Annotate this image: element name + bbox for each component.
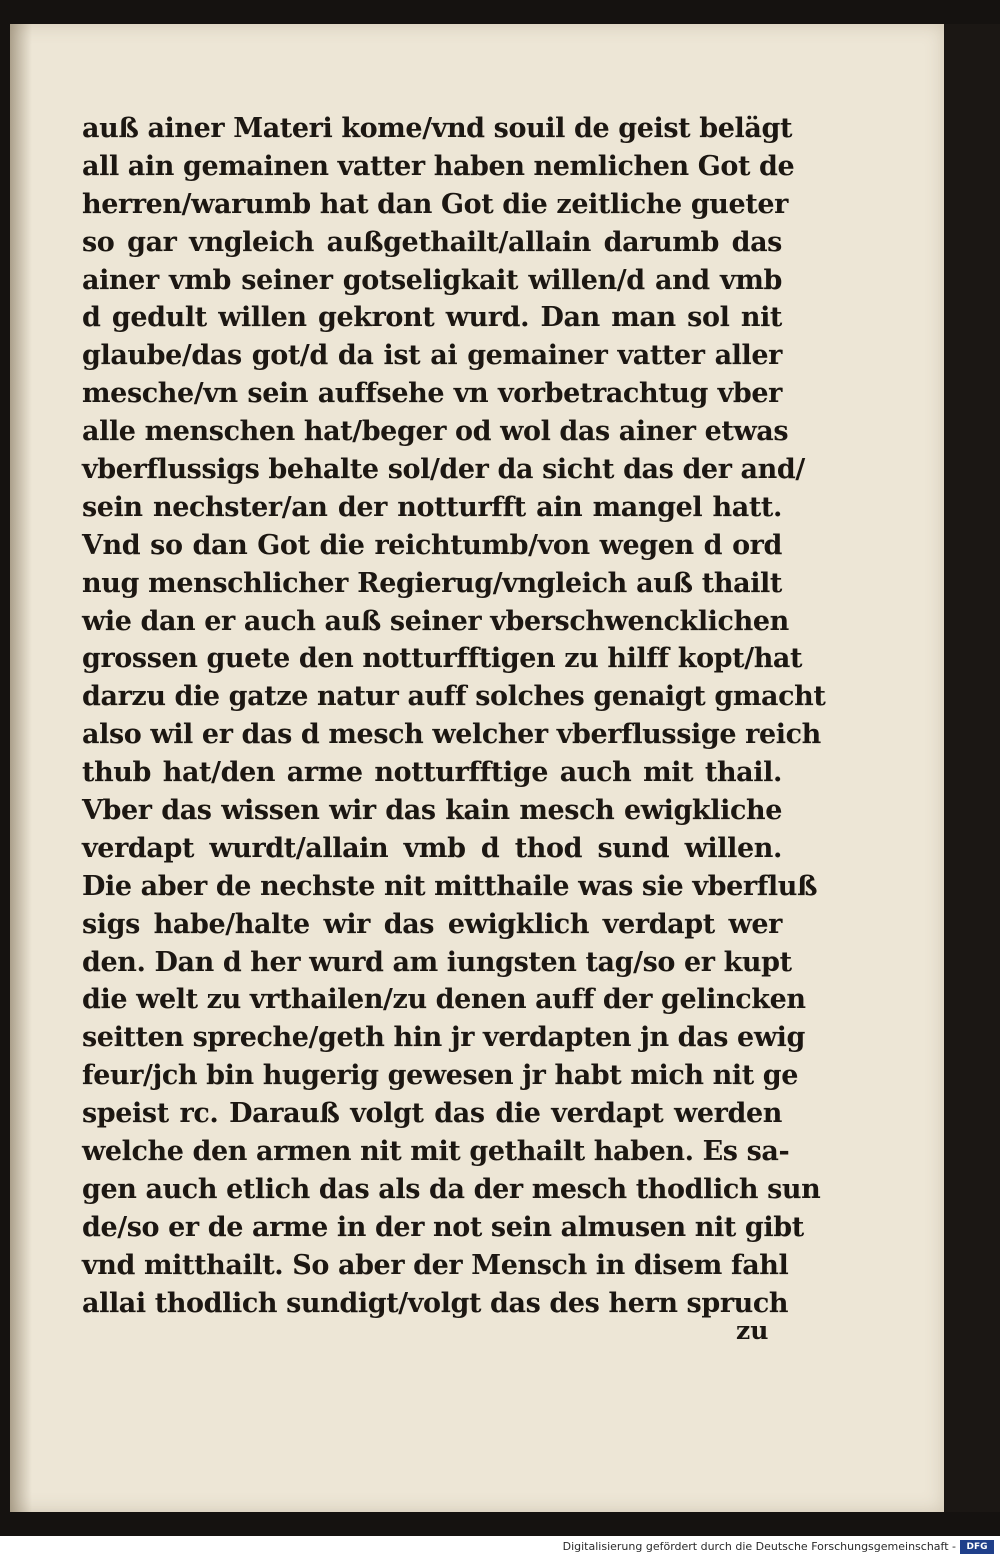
text-line: glaube/das got/d da ist ai gemainer vatter aller <box>82 340 782 372</box>
text-line: all ain gemainen vatter haben nemlichen Got de <box>82 150 795 182</box>
text-line: Vnd so dan Got die reichtumb/von wegen d ord <box>82 529 782 561</box>
text-line: mesche/vn sein auffsehe vn vorbetrachtug vber <box>82 378 782 410</box>
text-line: welche den armen nit mit gethailt haben. Es sa- <box>82 1136 790 1168</box>
text-line: allai thodlich sundigt/volgt das des hern spruch <box>82 1287 789 1319</box>
text-line: Die aber de nechste nit mitthaile was sie vberfluß <box>82 870 818 902</box>
text-line: so gar vngleich außgethailt/allain darumb das <box>82 226 782 258</box>
text-line: die welt zu vrthailen/zu denen auff der gelincken <box>82 984 806 1016</box>
text-line: auß ainer Materi kome/vnd souil de geist belägt <box>82 113 793 144</box>
facing-page-edge <box>944 24 1000 1512</box>
page-text <box>82 110 826 1323</box>
text-line: nug menschlicher Regierug/vngleich auß thailt <box>82 567 782 599</box>
text-line: also wil er das d mesch welcher vberflussige reich <box>82 719 821 751</box>
text-line: speist rc. Darauß volgt das die verdapt werden <box>82 1098 782 1130</box>
text-line: sein nechster/an der notturfft ain mangel hatt. <box>82 491 782 523</box>
catchword: zu <box>736 1316 769 1345</box>
text-line: vberflussigs behalte sol/der da sicht das der and/ <box>82 454 805 486</box>
text-line: wie dan er auch auß seiner vberschwencklichen <box>82 605 789 637</box>
text-line: seitten spreche/geth hin jr verdapten jn das ewig <box>82 1022 806 1054</box>
text-line: feur/jch bin hugerig gewesen jr habt mich nit ge <box>82 1060 799 1092</box>
text-line: ainer vmb seiner gotseligkait willen/d and vmb <box>82 264 782 296</box>
text-line: gen auch etlich das als da der mesch thodlich sun <box>82 1173 821 1205</box>
text-line: darzu die gatze natur auff solches genaigt gmacht <box>82 681 826 713</box>
text-line: d gedult willen gekront wurd. Dan man sol nit <box>82 302 782 334</box>
text-line: verdapt wurdt/allain vmb d thod sund willen. <box>82 832 782 864</box>
footer-bar <box>0 1536 1000 1558</box>
text-line: herren/warumb hat dan Got die zeitliche gueter <box>82 188 788 220</box>
text-line: vnd mitthailt. So aber der Mensch in disem fahl <box>82 1249 789 1281</box>
funding-notice: Digitalisierung gefördert durch die Deutsche Forschungsgemeinschaft - <box>562 1540 956 1553</box>
text-line: Vber das wissen wir das kain mesch ewigkliche <box>82 795 782 827</box>
text-line: thub hat/den arme notturfftige auch mit thail. <box>82 757 782 789</box>
text-line: de/so er de arme in der not sein almusen nit gibt <box>82 1211 804 1243</box>
text-line: den. Dan d her wurd am iungsten tag/so er kupt <box>82 946 792 978</box>
text-line: grossen guete den notturfftigen zu hilff kopt/hat <box>82 643 803 675</box>
dfg-logo: DFG <box>960 1540 994 1554</box>
text-line: sigs habe/halte wir das ewigklich verdapt wer <box>82 908 782 940</box>
gutter-shadow <box>10 24 32 1512</box>
text-line: alle menschen hat/beger od wol das ainer etwas <box>82 416 789 448</box>
